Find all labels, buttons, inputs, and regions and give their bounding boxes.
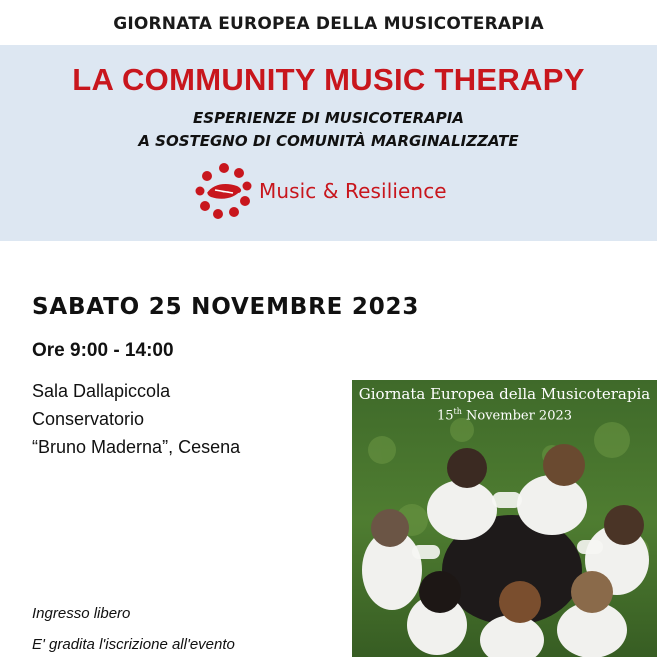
caption-day-suffix: th — [453, 407, 462, 416]
free-entry-note: Ingresso libero — [32, 605, 131, 622]
event-date: SABATO 25 NOVEMBRE 2023 — [32, 294, 420, 320]
banner-title: LA COMMUNITY MUSIC THERAPY — [72, 62, 585, 97]
banner-subtitle-line1: ESPERIENZE DI MUSICOTERAPIA — [193, 109, 464, 127]
title-banner — [0, 45, 657, 241]
event-time: Ore 9:00 - 14:00 — [32, 340, 174, 361]
caption-day: 15 — [436, 408, 454, 424]
banner-subtitle-line2: A SOSTEGNO DI COMUNITÀ MARGINALIZZATE — [138, 132, 519, 150]
venue-line1: Sala Dallapiccola — [32, 381, 171, 401]
photo-caption-title: Giornata Europea della Musicoterapia — [358, 385, 651, 403]
music-resilience-logo — [195, 162, 447, 220]
logo-text: Music & Resilience — [259, 179, 447, 203]
venue-line2: Conservatorio — [32, 409, 145, 429]
venue-line3: “Bruno Maderna”, Cesena — [32, 437, 241, 457]
event-header-title: GIORNATA EUROPEA DELLA MUSICOTERAPIA — [113, 14, 544, 34]
registration-note: E' gradita l'iscrizione all'evento — [32, 636, 235, 653]
photo-caption-date — [352, 407, 657, 423]
caption-month-year: November 2023 — [461, 408, 573, 424]
event-photo — [352, 380, 657, 657]
hands-circle-logo-icon — [195, 162, 253, 220]
